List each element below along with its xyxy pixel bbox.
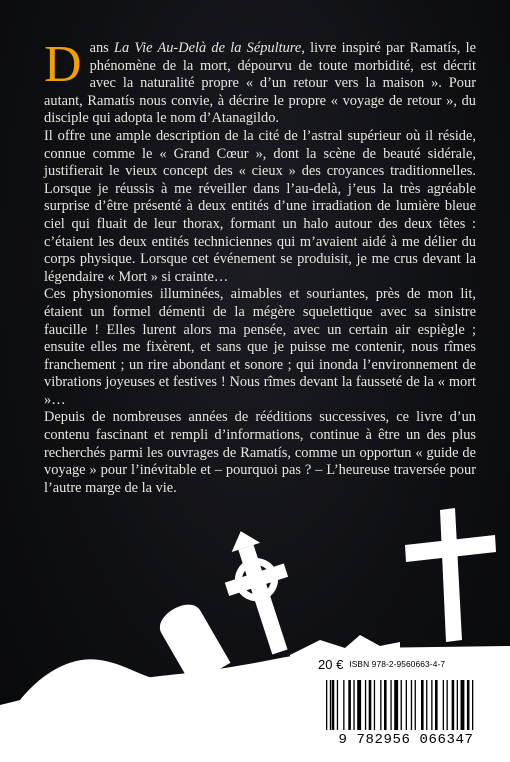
tall-cross bbox=[405, 508, 496, 642]
price-label: 20 € bbox=[318, 656, 344, 672]
blurb-paragraph-3: Ces physionomies illuminées, aimables et souriantes, près de mon lit, étaient un formel démenti de la mégère squelettique avec sa sinistre faucille ! Elles lurent alors ma pensée, avec un certain air espiègle ; ensuite elles me fixèrent, et sans que je puisse me contenir, nous rîmes franchement ; un rire abondant et sonore ; qui inonda l’environnement de vibrations joyeuses et festives ! Nous rîmes devant la fausseté de la « mort »… bbox=[44, 286, 476, 408]
barcode-digits: 9 782956 066347 bbox=[322, 732, 490, 748]
isbn-label: ISBN 978-2-9560663-4-7 bbox=[349, 659, 446, 669]
dropcap-letter: D bbox=[44, 36, 82, 93]
blurb-p1-rest: , livre inspiré par Ramatís, le phénomène de la mort, dépourvu de toute morbidité, est décrit avec la naturalité propre « d’un retour vers la maison ». Pour autant, Ramatís nous convie, à décrire le propre « voyage de retour », du disciple qui adopta le nom d’Atanagildo. bbox=[44, 40, 476, 127]
mound-left bbox=[20, 659, 160, 710]
book-title-italic: La Vie Au-Delà de la Sépulture bbox=[113, 40, 302, 56]
celtic-cross bbox=[211, 522, 309, 662]
blurb-p1-lead: ans bbox=[89, 40, 114, 56]
blurb-paragraph-4: Depuis de nombreuses années de rééditions successives, ce livre d’un contenu fascinant et rempli d’informations, continue à être un des plus recherchés parmi les ouvrages de Ramatís, comme un opportun « guide de voyage » pour l’inévitable et – pourquoi pas ? – L’heureuse traversée pour l’autre marge de la vie. bbox=[44, 409, 476, 496]
blurb-paragraph-2: Il offre une ample description de la cité de l’astral supérieur où il réside, connue comme le « Grand Cœur », dont la scène de beauté sidérale, justifierait le vieux concept des « cieux » des croyances traditionnelles. Lorsque je réussis à me réveiller dans l’au-delà, j’eus la très agréable surprise d’être présenté à deux entités d’une irradiation de lumière bleue ciel qui fluait de leur thorax, formant un halo autour des deux têtes : c’étaient les deux entités techniciennes qui m’avaient aidé à me délier du corps physique. Lorsque cet événement se produisit, je me crus devant la légendaire « Mort » si crainte… bbox=[44, 127, 476, 285]
price-isbn-line bbox=[318, 654, 492, 674]
barcode-bars bbox=[320, 678, 492, 732]
